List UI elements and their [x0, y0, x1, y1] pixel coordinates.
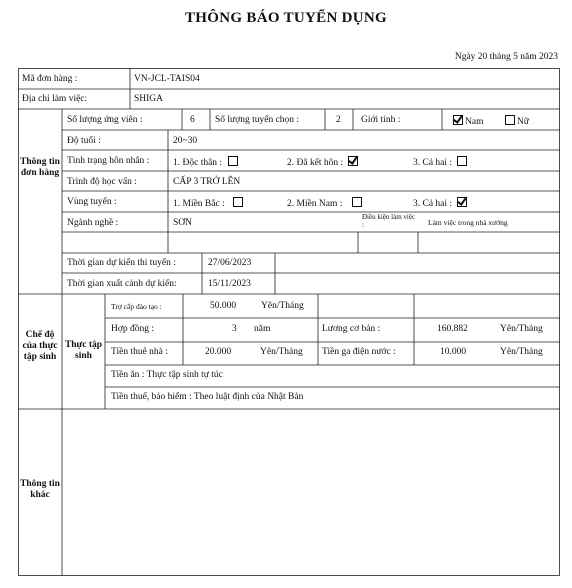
marital-label: Tình trạng hôn nhân :	[67, 156, 150, 166]
utilities-value: 10.000	[440, 347, 467, 357]
gender-female-checkbox[interactable]	[505, 115, 515, 125]
page-title: THÔNG BÁO TUYỂN DỤNG	[185, 10, 387, 26]
job-value: SƠN	[173, 218, 193, 228]
subsection-intern: Thực tập sinh	[64, 340, 103, 361]
gender-male-option[interactable]	[453, 115, 483, 127]
contract-value: 3	[232, 324, 237, 334]
gender-male-checkbox[interactable]	[453, 115, 463, 125]
exam-date-label: Thời gian dự kiến thi tuyển :	[67, 258, 176, 268]
region-north-checkbox[interactable]	[233, 197, 243, 207]
education-label: Trình độ học vấn :	[67, 177, 137, 187]
region-label: Vùng tuyển :	[67, 197, 117, 207]
work-condition-label: Điều kiện làm việc :	[362, 213, 416, 229]
contract-unit: năm	[254, 324, 271, 334]
education-value: CẤP 3 TRỞ LÊN	[173, 177, 241, 187]
marital-single-checkbox[interactable]	[228, 156, 238, 166]
meals-info: Tiền ăn : Thực tập sinh tự túc	[111, 370, 223, 380]
section-intern-regime: Chế độ của thực tập sinh	[22, 330, 58, 362]
marital-single-option[interactable]	[173, 156, 238, 168]
utilities-label: Tiền ga điện nước :	[322, 347, 396, 357]
utilities-unit: Yên/Tháng	[500, 347, 543, 357]
issue-date: Ngày 20 tháng 5 năm 2023	[454, 52, 558, 62]
training-allowance-unit: Yên/Tháng	[261, 301, 304, 311]
other-info-content	[62, 410, 559, 575]
candidates-value: 6	[190, 115, 195, 125]
candidates-label: Số lượng ứng viên :	[67, 115, 143, 125]
marital-both-label: 3. Cả hai :	[413, 158, 453, 168]
marital-both-option[interactable]	[413, 156, 467, 168]
departure-date-label: Thời gian xuất cảnh dự kiến:	[67, 279, 177, 289]
base-salary-label: Lương cơ bản :	[322, 324, 381, 334]
selected-label: Số lượng tuyển chọn :	[215, 115, 300, 125]
age-label: Độ tuổi :	[67, 136, 101, 146]
gender-female-option[interactable]	[505, 115, 529, 127]
marital-married-option[interactable]	[287, 156, 358, 168]
base-salary-unit: Yên/Tháng	[500, 324, 543, 334]
rent-unit: Yên/Tháng	[260, 347, 303, 357]
base-salary-value: 160.882	[437, 324, 468, 334]
rent-value: 20.000	[205, 347, 232, 357]
exam-date-value: 27/06/2023	[208, 258, 252, 268]
contract-label: Hợp đồng :	[111, 324, 155, 334]
gender-female-label: Nữ	[517, 117, 530, 127]
region-south-checkbox[interactable]	[352, 197, 362, 207]
departure-date-value: 15/11/2023	[208, 279, 251, 289]
selected-value: 2	[336, 115, 341, 125]
region-north-option[interactable]	[173, 197, 243, 209]
work-condition-value: Làm việc trong nhà xưởng	[428, 218, 508, 227]
marital-single-label: 1. Độc thân :	[173, 158, 223, 168]
training-allowance-value: 50.000	[210, 301, 237, 311]
work-location-label: Địa chỉ làm việc:	[22, 94, 88, 104]
region-south-label: 2. Miền Nam :	[287, 199, 343, 209]
section-other-info: Thông tin khác	[20, 479, 60, 500]
rent-label: Tiền thuê nhà :	[111, 347, 168, 357]
region-north-label: 1. Miền Bắc :	[173, 199, 225, 209]
tax-insurance-info: Tiền thuế, bảo hiểm : Theo luật định của Nhật Bản	[111, 392, 304, 402]
region-both-option[interactable]	[413, 197, 467, 209]
training-allowance-label: Trợ cấp đào tạo :	[111, 302, 162, 311]
age-value: 20~30	[173, 136, 198, 146]
work-location-value: SHIGA	[134, 94, 164, 104]
section-order-info: Thông tin đơn hàng	[20, 157, 60, 178]
marital-married-label: 2. Đã kết hôn :	[287, 158, 344, 168]
region-south-option[interactable]	[287, 197, 362, 209]
marital-both-checkbox[interactable]	[457, 156, 467, 166]
order-code-label: Mã đơn hàng :	[22, 74, 78, 84]
gender-label: Giới tính :	[361, 115, 401, 125]
region-both-checkbox[interactable]	[457, 197, 467, 207]
region-both-label: 3. Cả hai :	[413, 199, 453, 209]
job-label: Ngành nghề :	[67, 218, 119, 228]
order-code-value: VN-JCL-TAIS04	[134, 74, 200, 84]
marital-married-checkbox[interactable]	[348, 156, 358, 166]
gender-male-label: Nam	[465, 117, 484, 127]
